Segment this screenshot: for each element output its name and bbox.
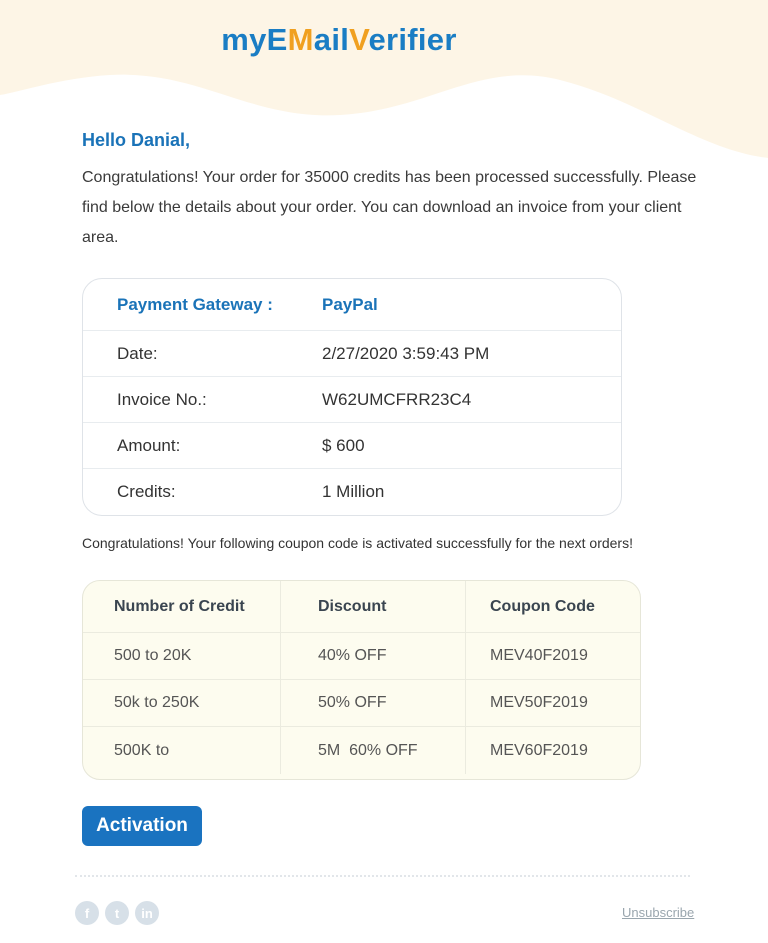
row-label: Amount: (117, 435, 181, 455)
table-header (83, 581, 640, 633)
cell: 5M 60% OFF (281, 727, 466, 774)
cell: 40% OFF (281, 633, 466, 679)
coupon-message: Congratulations! Your following coupon code is activated successfully for the next orders! (82, 535, 633, 551)
twitter-icon[interactable]: t (105, 901, 129, 925)
cell: 50k to 250K (83, 680, 281, 726)
header-cell: Number of Credit (83, 581, 281, 632)
row-value: W62UMCFRR23C4 (322, 389, 472, 409)
row-value: 2/27/2020 3:59:43 PM (322, 343, 490, 363)
social-links (75, 901, 159, 925)
row-value: 1 Million (322, 482, 385, 501)
row-label: Invoice No.: (117, 389, 207, 409)
row-label: Credits: (117, 482, 176, 501)
row-label: Date: (117, 343, 158, 363)
date-row (83, 331, 621, 377)
amount-row (83, 423, 621, 469)
cell: MEV50F2019 (490, 694, 588, 711)
linkedin-icon[interactable]: in (135, 901, 159, 925)
activation-button[interactable]: Activation (82, 806, 202, 846)
row-value: $ 600 (322, 435, 365, 455)
cell: 500K to (83, 727, 281, 774)
greeting: Hello Danial, (82, 130, 191, 150)
intro-text: Congratulations! Your order for 35000 credits has been processed successfully. Please find below the details about your order. You can download an invoice from your client area. (82, 169, 697, 246)
unsubscribe-link[interactable]: Unsubscribe (622, 905, 695, 920)
payment-gateway-row (83, 279, 621, 331)
coupon-table (82, 580, 641, 780)
table-row (83, 633, 640, 680)
order-details-card (82, 278, 622, 516)
cell: 50% OFF (281, 680, 466, 726)
table-row (83, 680, 640, 727)
row-label: Payment Gateway : (117, 294, 273, 314)
header-cell: Discount (281, 581, 466, 632)
facebook-icon[interactable]: f (75, 901, 99, 925)
credits-row (83, 469, 621, 515)
row-value: PayPal (322, 294, 378, 314)
invoice-row (83, 377, 621, 423)
cell: MEV60F2019 (490, 741, 588, 759)
cell: MEV40F2019 (490, 647, 588, 664)
divider (75, 875, 690, 877)
table-row (83, 727, 640, 774)
logo: myEMailVerifier (221, 22, 457, 57)
header-cell: Coupon Code (490, 597, 595, 615)
cell: 500 to 20K (83, 633, 281, 679)
